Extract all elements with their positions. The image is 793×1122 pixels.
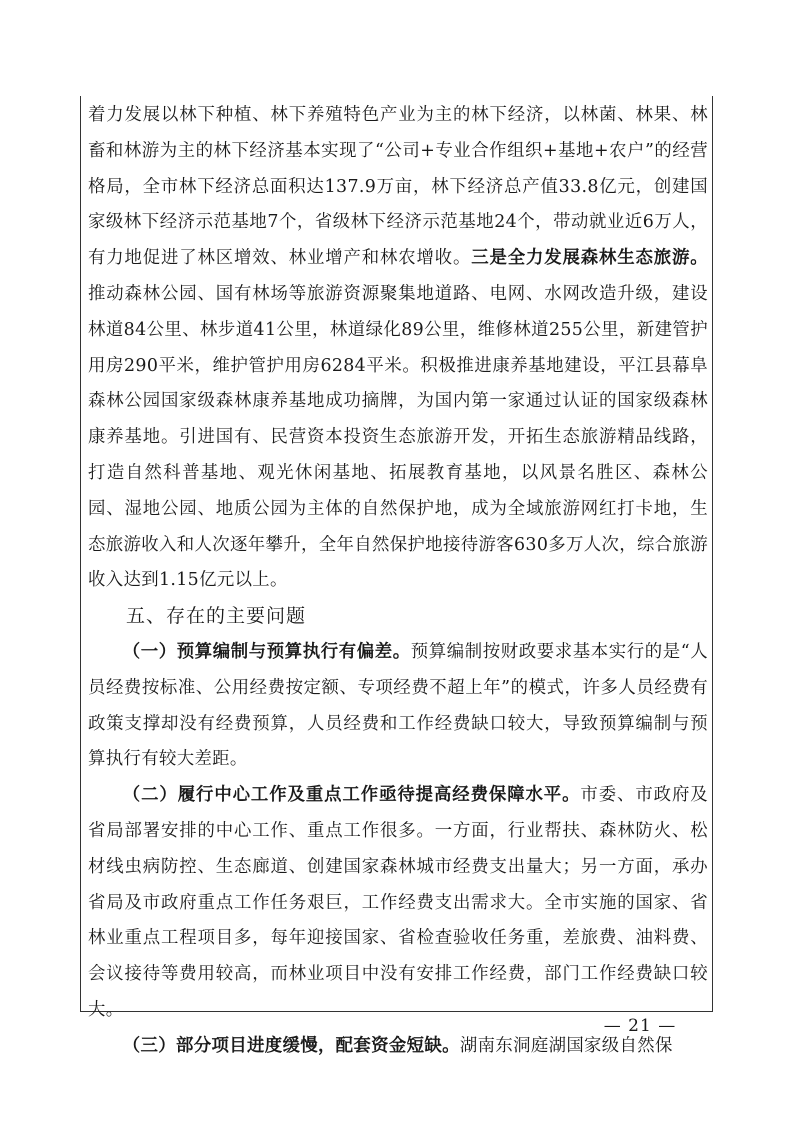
issue-title-2: （二）履行中心工作及重点工作亟待提高经费保障水平。 <box>122 785 581 806</box>
paragraph-forest-economy <box>88 98 708 599</box>
document-body <box>88 98 708 1065</box>
issue-text-2: 市委、市政府及省局部署安排的中心工作、重点工作很多。一方面，行业帮扶、森林防火、松材线虫病防控、生态廊道、创建国家森林城市经费支出量大；另一方面，承办省局及市政府重点工作任务艰巨，工作经费支出需求大。全市实施的国家、省林业重点工程项目多，每年迎接国家、省检查验收任务重，差旅费、油料费、会议接待等费用较高，而林业项目中没有安排工作经费，部门工作经费缺口较大。 <box>88 785 708 1020</box>
issue-title-3: （三）部分项目进度缓慢，配套资金短缺。 <box>122 1035 460 1056</box>
page-number: — 21 — <box>603 1016 677 1036</box>
issue-text-3: 湖南东洞庭湖国家级自然保 <box>459 1035 673 1056</box>
issue-title-1: （一）预算编制与预算执行有偏差。 <box>122 641 411 662</box>
paragraph-text: 着力发展以林下种植、林下养殖特色产业为主的林下经济，以林菌、林果、林畜和林游为主的林下经济基本实现了“公司+专业合作组织+基地+农户”的经营格局，全市林下经济总面积达137.9万亩，林下经济总产值33.8亿元，创建国家级林下经济示范基地7个，省级林下经济示范基地24个，带动就业近6万人，有力地促进了林区增效、林业增产和林农增收。 <box>88 105 708 269</box>
issue-paragraph-1 <box>88 635 708 778</box>
bold-lead-tourism: 三是全力发展森林生态旅游。 <box>471 248 708 269</box>
paragraph-text: 推动森林公园、国有林场等旅游资源聚集地道路、电网、水网改造升级，建设林道84公里、林步道41公里，林道绿化89公里，维修林道255公里，新建管护用房290平米，维护管护用房6284平米。积极推进康养基地建设，平江县幕阜森林公园国家级森林康养基地成功摘牌，为国内第一家通过认证的国家级森林康养基地。引进国有、民营资本投资生态旅游开发，开拓生态旅游精品线路，打造自然科普基地、观光休闲基地、拓展教育基地，以风景名胜区、森林公园、湿地公园、地质公园为主体的自然保护地，成为全域旅游网红打卡地，生态旅游收入和人次逐年攀升，全年自然保护地接待游客630多万人次，综合旅游收入达到1.15亿元以上。 <box>88 283 708 591</box>
issue-paragraph-2 <box>88 778 708 1029</box>
section-heading: 五、存在的主要问题 <box>126 605 307 628</box>
issue-text-1: 预算编制按财政要求基本实行的是“人员经费按标准、公用经费按定额、专项经费不超上年”的模式，许多人员经费有政策支撑却没有经费预算，人员经费和工作经费缺口较大，导致预算编制与预算执行有较大差距。 <box>88 641 708 770</box>
